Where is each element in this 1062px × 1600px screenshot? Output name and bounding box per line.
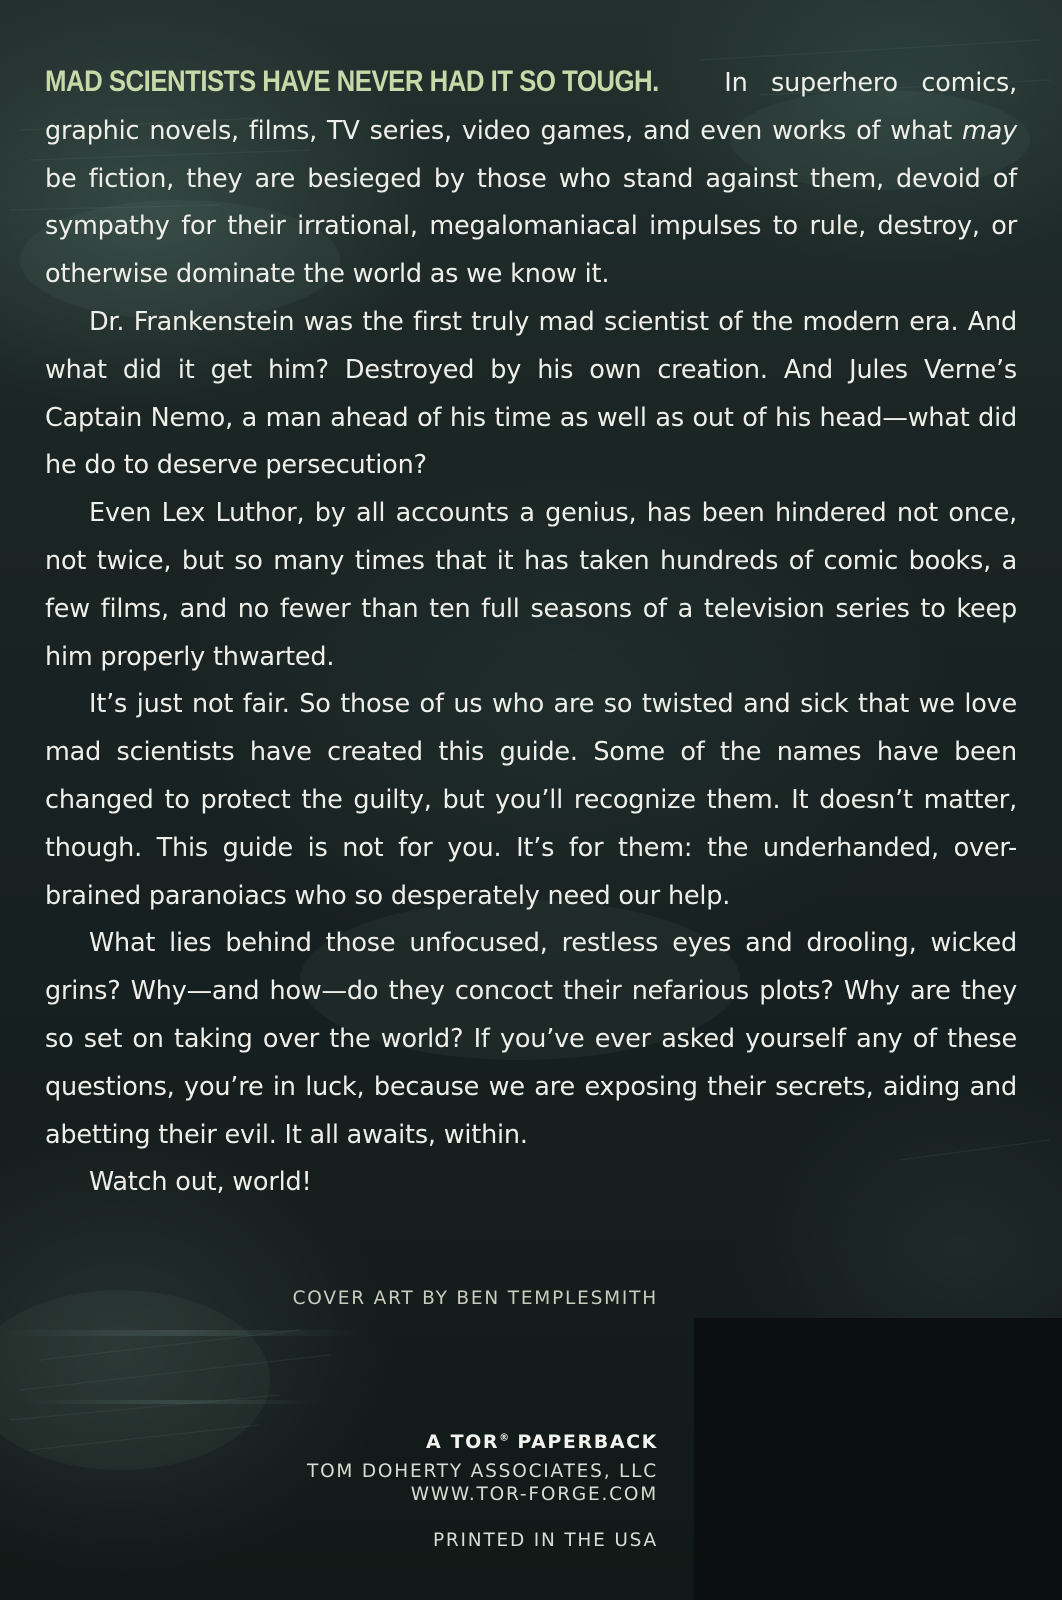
blurb-paragraph-4: It’s just not fair. So those of us who are so twisted and sick that we love mad scientists have created this guide. Some of the names have been changed to protect the guilty, but you’ll recognize them. It doesn’t matter, though. This guide is not for you. It’s for them: the underhanded, over-brained paranoiacs who so desperately need our help. (45, 689, 1017, 911)
blurb-lead-heading: MAD SCIENTISTS HAVE NEVER HAD IT SO TOUGH. (45, 65, 659, 98)
publisher-website[interactable]: WWW.TOR-FORGE.COM (410, 1484, 658, 1505)
publisher-imprint (426, 1431, 658, 1453)
barcode-area (694, 1318, 1062, 1600)
printed-in: PRINTED IN THE USA (432, 1530, 658, 1551)
imprint-format: PAPERBACK (509, 1431, 658, 1453)
cover-art-credit: COVER ART BY BEN TEMPLESMITH (292, 1288, 658, 1309)
blurb-emphasis: may (962, 115, 1017, 146)
blurb-paragraph-2: Dr. Frankenstein was the first truly mad scientist of the modern era. And what did it get him? Destroyed by his own creation. And Jules Verne’s Captain Nemo, a man ahead of his time as well as out of his head—what did he do to deserve persecution? (45, 306, 1017, 481)
blurb-text: In superhero comics, graphic novels, films, TV series, video games, and even works of what (45, 68, 1017, 146)
imprint-name: A TOR (426, 1431, 500, 1453)
blurb-paragraph-5: What lies behind those unfocused, restless eyes and drooling, wicked grins? Why—and how—do they concoct their nefarious plots? Why are they so set on taking over the world? If you’ve ever asked yourself any of these questions, you’re in luck, because we are exposing their secrets, aiding and abetting their evil. It all awaits, within. (45, 928, 1017, 1150)
blurb-paragraph-6: Watch out, world! (89, 1167, 312, 1198)
blurb-paragraph-1 (45, 58, 1017, 299)
registered-mark: ® (499, 1432, 510, 1444)
back-cover-blurb (45, 58, 1017, 1207)
publisher-company: TOM DOHERTY ASSOCIATES, LLC (306, 1461, 658, 1482)
blurb-paragraph-3: Even Lex Luthor, by all accounts a genius, has been hindered not once, not twice, but so many times that it has taken hundreds of comic books, a few films, and no fewer than ten full seasons of a television series to keep him properly thwarted. (45, 498, 1017, 672)
blurb-text: be fiction, they are besieged by those who stand against them, devoid of sympathy for their irrational, megalomaniacal impulses to rule, destroy, or otherwise dominate the world as we know it. (45, 163, 1017, 290)
